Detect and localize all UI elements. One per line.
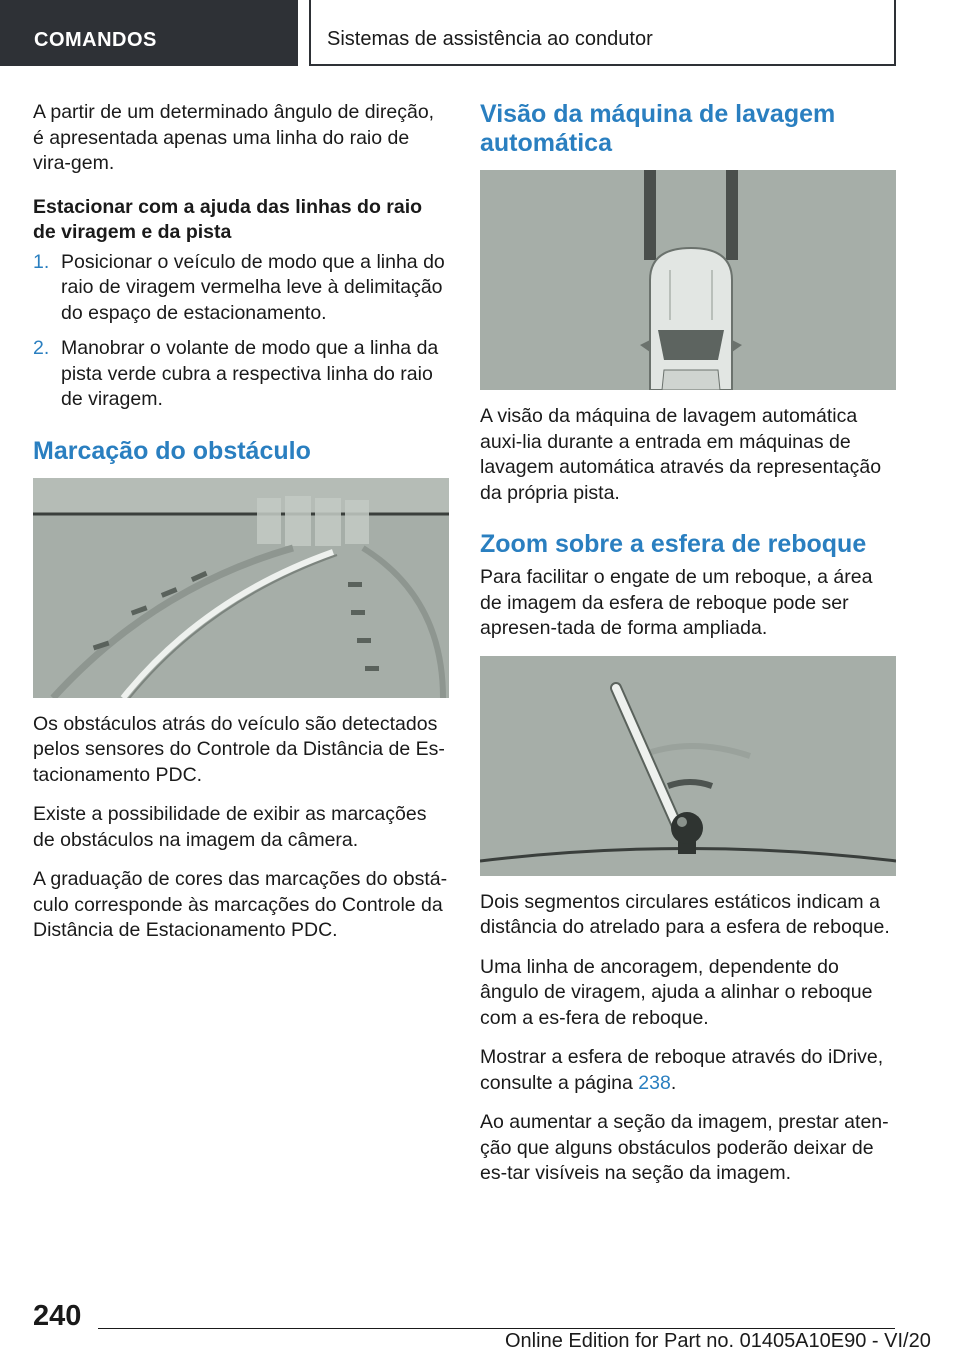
footer-divider <box>98 1328 895 1329</box>
intro-paragraph: A partir de um determinado ângulo de direção, é apresentada apenas uma linha do raio de vira-gem. <box>33 101 435 174</box>
zoom-intro-paragraph: Para facilitar o engate de um reboque, a área de imagem da esfera de reboque pode ser apresen-tada de forma ampliada. <box>480 566 873 639</box>
section-label: COMANDOS <box>0 0 298 66</box>
step-item <box>33 336 449 413</box>
zoom-paragraph-3 <box>480 1045 896 1096</box>
zoom-paragraph-4: Ao aumentar a seção da imagem, prestar aten-ção que alguns obstáculos poderão deixar de es-tar visíveis na seção da imagem. <box>480 1111 889 1184</box>
step-text: Posicionar o veículo de modo que a linha do raio de viragem vermelha leve à delimitação do espaço de estacionamento. <box>61 250 445 324</box>
step-item <box>33 250 449 327</box>
edition-footer: Online Edition for Part no. 01405A10E90 - VI/20 <box>505 1330 931 1352</box>
left-column <box>33 100 449 958</box>
zoom-heading: Zoom sobre a esfera de reboque <box>480 530 867 558</box>
page-reference-link[interactable]: 238 <box>638 1071 671 1094</box>
tow-ball-zoom-image <box>480 656 896 876</box>
obstacle-paragraph-3: A graduação de cores das marcações do obstá-culo corresponde às marcações do Controle da Distância de Estacionamento PDC. <box>33 868 448 941</box>
obstacle-heading: Marcação do obstáculo <box>33 436 311 465</box>
zoom-paragraph-2: Uma linha de ancoragem, dependente do ângulo de viragem, ajuda a alinhar o reboque com a es-fera de reboque. <box>480 955 873 1029</box>
carwash-paragraph: A visão da máquina de lavagem automática auxi-lia durante a entrada em máquinas de lavagem automática através da representação da própria pista. <box>480 405 882 504</box>
carwash-heading: Visão da máquina de lavagem automática <box>480 100 836 157</box>
parking-subheading: Estacionar com a ajuda das linhas do raio de viragem e da pista <box>33 195 423 243</box>
zoom-paragraph-3-end: . <box>670 1071 677 1094</box>
chapter-title: Sistemas de assistência ao condutor <box>309 0 896 66</box>
step-number: 1. <box>33 250 50 273</box>
obstacle-marking-image <box>33 478 449 698</box>
obstacle-paragraph-2: Existe a possibilidade de exibir as marcações de obstáculos na imagem da câmera. <box>33 803 427 851</box>
carwash-view-image <box>480 170 896 390</box>
zoom-paragraph-3-text: Mostrar a esfera de reboque através do iDrive, consulte a página <box>480 1046 884 1094</box>
zoom-paragraph-1: Dois segmentos circulares estáticos indicam a distância do atrelado para a esfera de reboque. <box>480 890 890 938</box>
step-text: Manobrar o volante de modo que a linha da pista verde cubra a respectiva linha do raio de viragem. <box>61 337 439 410</box>
step-number: 2. <box>33 337 50 359</box>
page-header <box>0 0 960 66</box>
right-column <box>480 100 896 1201</box>
page-number: 240 <box>33 1300 82 1332</box>
obstacle-paragraph-1: Os obstáculos atrás do veículo são detectados pelos sensores do Controle da Distância de Es-tacionamento PDC. <box>33 712 445 786</box>
parking-steps <box>33 250 449 413</box>
